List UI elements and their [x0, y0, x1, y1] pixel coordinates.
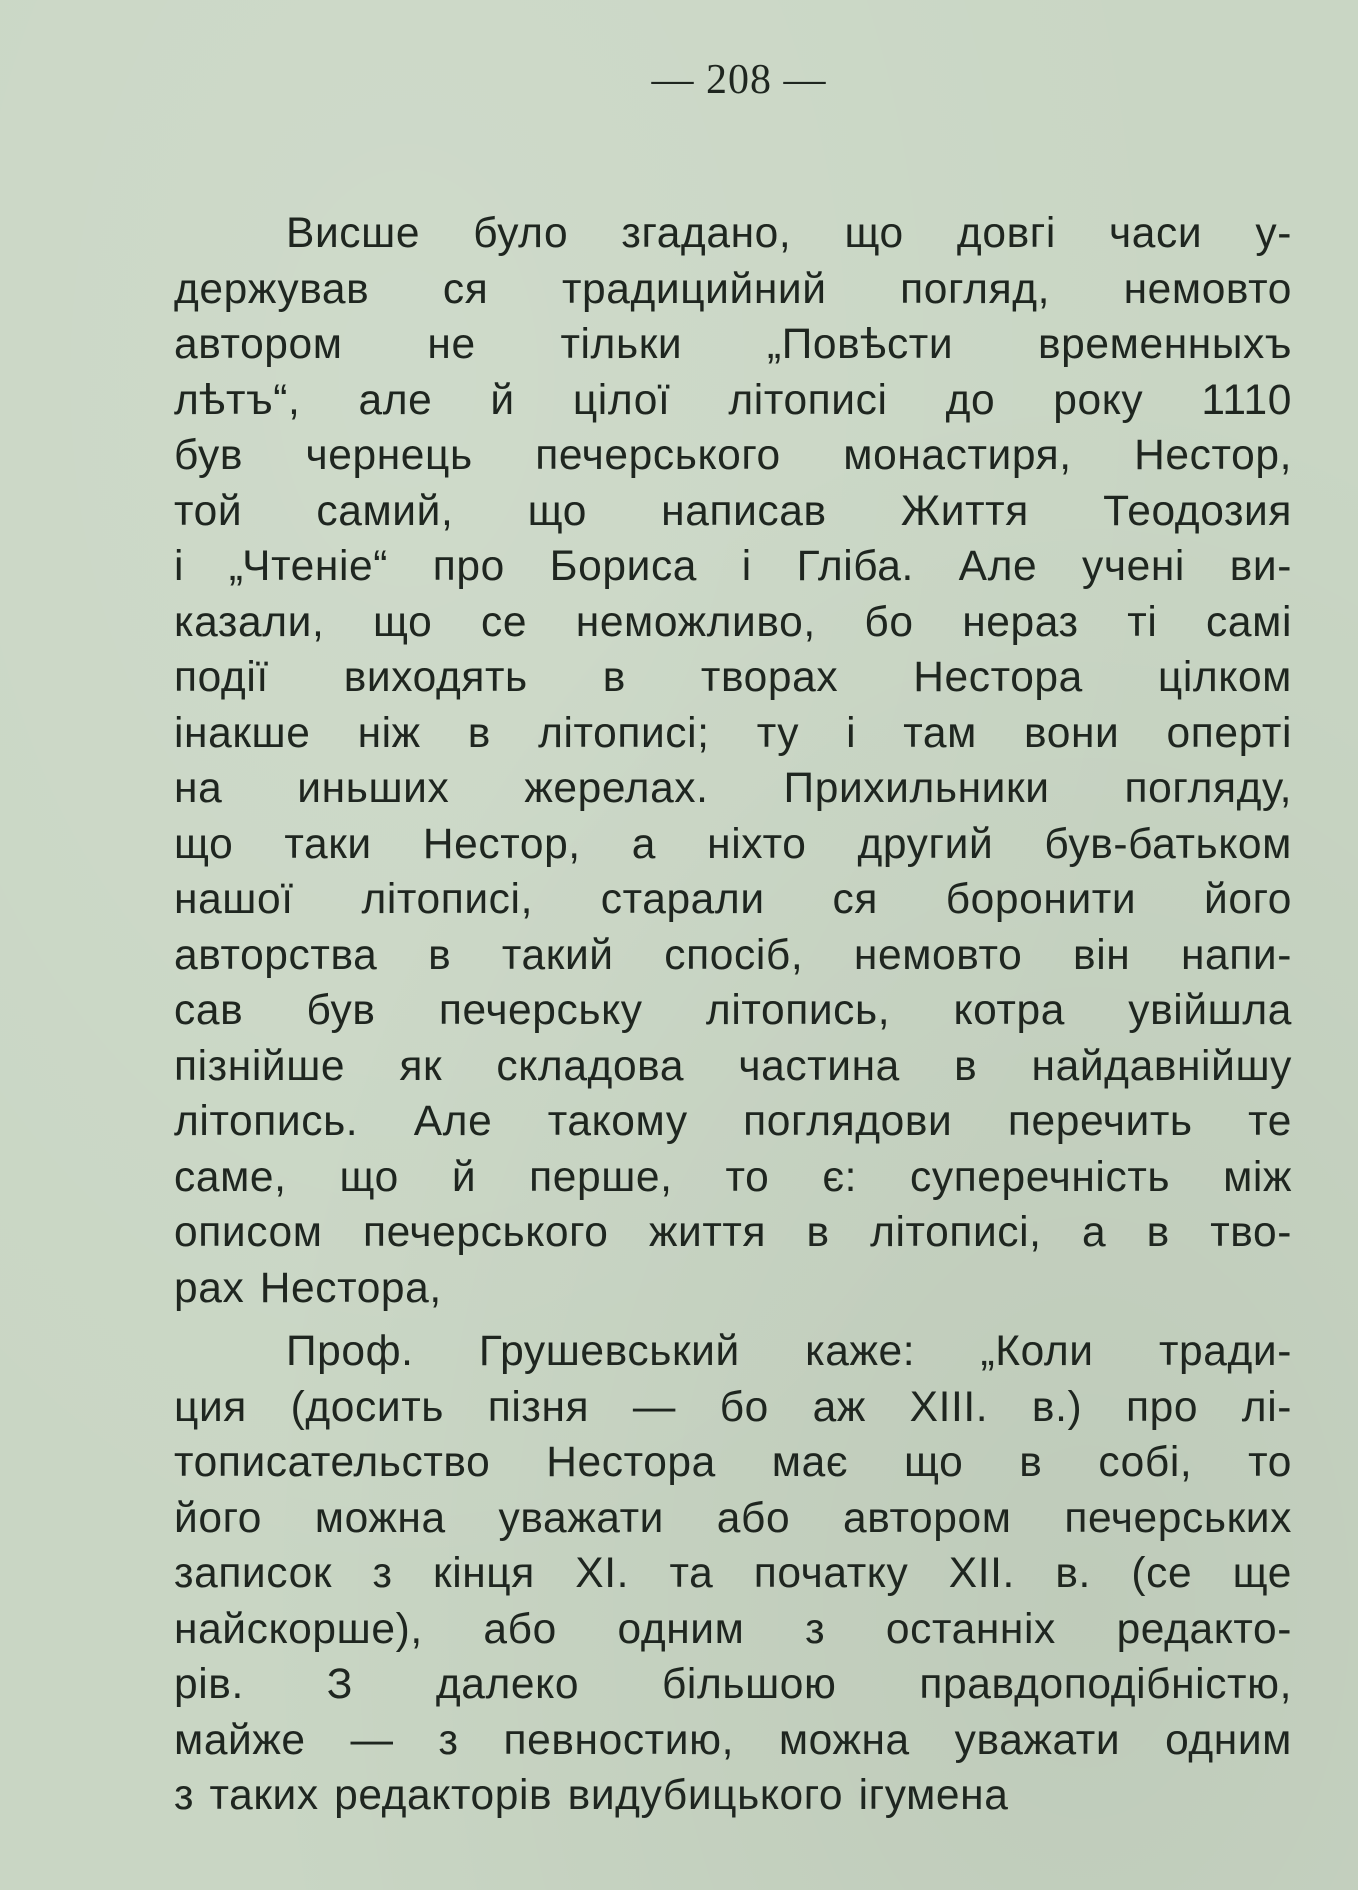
text-line: рах Нестора, [174, 1264, 442, 1312]
text-line: сав був печерську літопись, котра увійшла [174, 987, 1292, 1034]
text-line: тописательство Нестора має що в собі, то [174, 1439, 1292, 1486]
text-line: лѣтъ“, але й цілої літописі до року 1110 [174, 376, 1292, 424]
text-line: саме, що й перше, то є: суперечність між [174, 1153, 1292, 1201]
text-line: казали, що се неможливо, бо нераз ті самі [174, 598, 1292, 646]
page-number: — 208 — [651, 57, 827, 103]
text-line: автором не тільки „Повѣсти временныхъ [174, 321, 1292, 368]
text-line: що таки Нестор, а ніхто другий був-батьком [174, 820, 1292, 868]
text-line: описом печерського життя в літописі, а в тво- [174, 1209, 1292, 1256]
text-line: літопись. Але такому поглядови перечить те [174, 1098, 1292, 1145]
text-line: події виходять в творах Нестора цілком [174, 654, 1292, 701]
text-line: з таких редакторів видубицького ігумена [174, 1772, 1009, 1819]
text-line: рів. З далеко більшою правдоподібністю, [174, 1661, 1292, 1708]
text-line: його можна уважати або автором печерських [174, 1494, 1292, 1542]
text-line: той самий, що написав Життя Теодозия [174, 487, 1292, 535]
text-line: ция (досить пізня — бо аж XIII. в.) про лі- [174, 1383, 1292, 1431]
text-line: Висше було згадано, що довгі часи у- [286, 210, 1292, 257]
paragraph [174, 206, 1292, 1316]
text-line: інакше ніж в літописі; ту і там вони оперті [174, 709, 1292, 757]
text-line: пізнійше як складова частина в найдавнійшу [174, 1042, 1292, 1090]
text-line: записок з кінця XI. та початку XII. в. (се ще [174, 1550, 1292, 1597]
text-line: був чернець печерського монастиря, Нестор, [174, 432, 1292, 479]
text-line: нашої літописі, старали ся боронити його [174, 876, 1292, 923]
text-line: авторства в такий спосіб, немовто він напи- [174, 931, 1292, 979]
text-line: Проф. Грушевський каже: „Коли тради- [286, 1328, 1292, 1375]
text-line: і „Чтеніе“ про Бориса і Гліба. Але учені ви- [174, 543, 1292, 590]
text-line: на иньших жерелах. Прихильники погляду, [174, 765, 1292, 812]
text-line: держував ся традицийний погляд, немовто [174, 265, 1292, 313]
paragraph [174, 1324, 1292, 1824]
body-text [174, 206, 1292, 1824]
text-line: майже — з певностию, можна уважати одним [174, 1716, 1292, 1764]
text-line: найскорше), або одним з останніх редакто- [174, 1605, 1292, 1653]
paragraph-gap [174, 1316, 1292, 1324]
